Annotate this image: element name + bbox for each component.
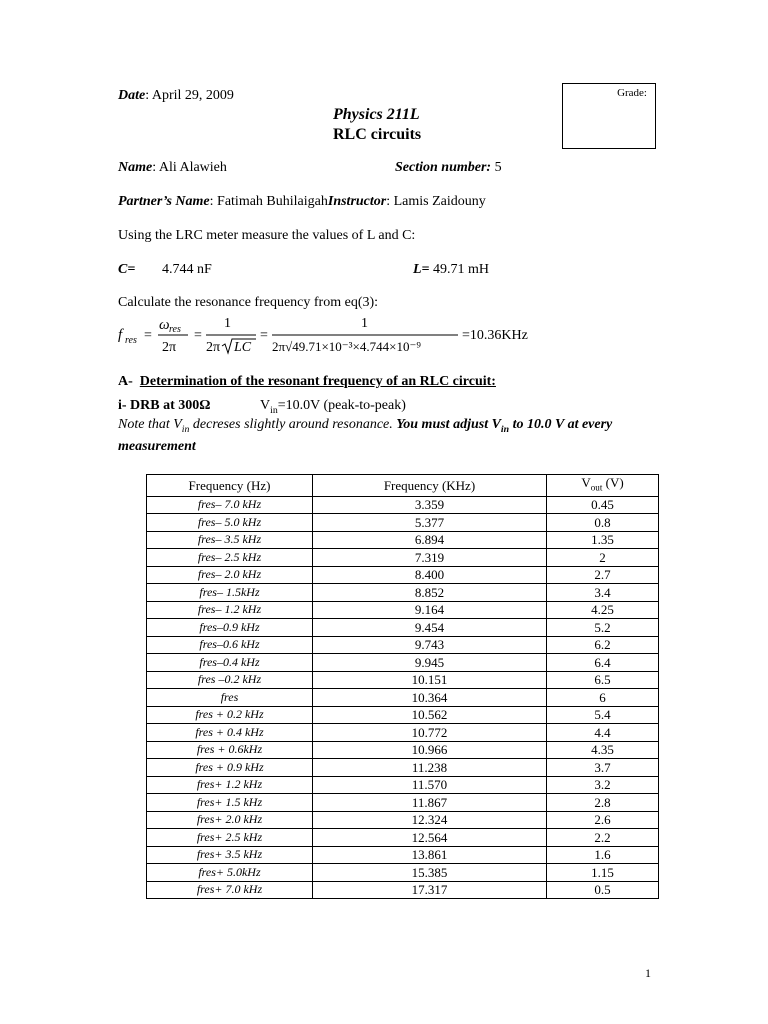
cell-vout: 3.2 <box>547 776 659 794</box>
table-row <box>147 514 659 532</box>
header-vout-v: V <box>581 475 591 490</box>
calc-instruction: Calculate the resonance frequency from eq(3): <box>118 295 379 310</box>
table-row <box>147 794 659 812</box>
cell-vout: 1.35 <box>547 531 659 549</box>
cell-frequency-khz: 9.454 <box>313 619 547 637</box>
cell-vout: 4.35 <box>547 741 659 759</box>
formula-denominator: 2π√49.71×10⁻³×4.744×10⁻⁹ <box>272 339 421 354</box>
cell-vout: 0.5 <box>547 881 659 899</box>
table-row <box>147 636 659 654</box>
cell-vout: 3.4 <box>547 584 659 602</box>
cell-frequency-khz: 11.238 <box>313 759 547 777</box>
table-row <box>147 549 659 567</box>
cell-frequency-khz: 10.966 <box>313 741 547 759</box>
cell-vout: 6 <box>547 689 659 707</box>
header-frequency-khz: Frequency (KHz) <box>313 475 547 497</box>
formula-numerator-1: 1 <box>224 316 231 331</box>
cell-frequency-khz: 10.772 <box>313 724 547 742</box>
cell-frequency-khz: 10.562 <box>313 706 547 724</box>
course-title: Physics 211L <box>333 106 420 123</box>
cell-frequency-offset: fres + 0.4 kHz <box>147 724 313 742</box>
cell-frequency-offset: fres+ 5.0kHz <box>147 864 313 882</box>
l-value: 49.71 mH <box>433 262 490 277</box>
table-row <box>147 584 659 602</box>
table-row <box>147 811 659 829</box>
cell-frequency-khz: 9.743 <box>313 636 547 654</box>
table-row <box>147 601 659 619</box>
table-row <box>147 759 659 777</box>
cell-vout: 5.2 <box>547 619 659 637</box>
cell-frequency-offset: fres + 0.2 kHz <box>147 706 313 724</box>
name-line: Name: Ali Alawieh <box>118 160 227 175</box>
formula-graphic <box>118 312 598 358</box>
note-sub: in <box>181 423 190 435</box>
table-row <box>147 706 659 724</box>
table-row <box>147 531 659 549</box>
formula-res-sub: res <box>125 335 137 346</box>
vin-v: V <box>260 398 271 413</box>
c-label: C= <box>118 262 136 277</box>
cell-frequency-khz: 7.319 <box>313 549 547 567</box>
frequency-table <box>146 474 659 899</box>
vin-line <box>260 398 406 416</box>
cell-vout: 6.4 <box>547 654 659 672</box>
header-frequency-hz: Frequency (Hz) <box>147 475 313 497</box>
resonance-formula <box>118 312 598 358</box>
l-label: L= <box>413 262 430 277</box>
cell-vout: 2.6 <box>547 811 659 829</box>
formula-numerator-2: 1 <box>361 316 368 331</box>
cell-vout: 0.8 <box>547 514 659 532</box>
table-row <box>147 829 659 847</box>
page-number: 1 <box>645 966 651 980</box>
svg-text:=: = <box>144 328 152 343</box>
cell-vout: 4.25 <box>547 601 659 619</box>
section-a-heading <box>118 374 496 390</box>
cell-frequency-khz: 3.359 <box>313 496 547 514</box>
cell-frequency-offset: fres– 7.0 kHz <box>147 496 313 514</box>
cell-frequency-offset: fres– 3.5 kHz <box>147 531 313 549</box>
section-line <box>395 160 502 176</box>
cell-vout: 3.7 <box>547 759 659 777</box>
date-label: Date <box>118 88 146 103</box>
svg-text:=: = <box>260 328 268 343</box>
table-row <box>147 741 659 759</box>
table-header-row <box>147 475 659 497</box>
cell-frequency-khz: 12.324 <box>313 811 547 829</box>
table-body <box>147 496 659 899</box>
table-row <box>147 566 659 584</box>
cell-frequency-offset: fres– 5.0 kHz <box>147 514 313 532</box>
note-bold-sub: in <box>500 423 510 435</box>
lrc-instruction: Using the LRC meter measure the values of L and C: <box>118 228 416 243</box>
cell-frequency-offset: fres+ 2.5 kHz <box>147 829 313 847</box>
name-label: Name <box>118 160 153 175</box>
table-row <box>147 654 659 672</box>
cell-vout: 2.7 <box>547 566 659 584</box>
cell-frequency-offset: fres+ 2.0 kHz <box>147 811 313 829</box>
note-part-a: Note that V <box>118 417 182 432</box>
header-vout-sub: out <box>590 482 603 493</box>
cell-vout: 2.2 <box>547 829 659 847</box>
c-value: 4.744 nF <box>162 262 212 277</box>
table-row <box>147 846 659 864</box>
vin-sub: in <box>270 404 278 416</box>
cell-frequency-offset: fres– 1.5kHz <box>147 584 313 602</box>
cell-frequency-offset: fres– 2.5 kHz <box>147 549 313 567</box>
cell-frequency-offset: fres– 1.2 kHz <box>147 601 313 619</box>
table-row <box>147 881 659 899</box>
cell-frequency-khz: 13.861 <box>313 846 547 864</box>
cell-frequency-khz: 11.570 <box>313 776 547 794</box>
drb-heading: i- DRB at 300Ω <box>118 398 211 413</box>
table-row <box>147 671 659 689</box>
svg-text:=: = <box>194 328 202 343</box>
table-row <box>147 776 659 794</box>
instructor-value: Lamis Zaidouny <box>393 194 486 209</box>
cell-frequency-khz: 8.852 <box>313 584 547 602</box>
note-part-b: decreses slightly around resonance. <box>192 417 393 432</box>
header-vout <box>547 475 659 497</box>
header-vout-unit: (V) <box>602 475 624 490</box>
cell-frequency-khz: 15.385 <box>313 864 547 882</box>
cell-frequency-khz: 10.364 <box>313 689 547 707</box>
note-bold-b: to 10.0 V at every measurement <box>118 417 613 454</box>
cell-vout: 1.15 <box>547 864 659 882</box>
partner-value: Fatimah Buhilaigah <box>217 194 328 209</box>
table-row <box>147 724 659 742</box>
partner-line: Partner’s Name: Fatimah BuhilaigahInstructor: Lamis Zaidouny <box>118 194 486 209</box>
cell-vout: 2 <box>547 549 659 567</box>
cell-frequency-khz: 6.894 <box>313 531 547 549</box>
vin-rest: =10.0V (peak-to-peak) <box>277 398 406 413</box>
cell-frequency-offset: fres <box>147 689 313 707</box>
cell-vout: 6.5 <box>547 671 659 689</box>
table-row <box>147 864 659 882</box>
date-line: Date: April 29, 2009 <box>118 88 234 103</box>
cell-frequency-khz: 17.317 <box>313 881 547 899</box>
l-line <box>413 262 489 278</box>
section-a-title: Determination of the resonant frequency of an RLC circuit: <box>139 374 496 389</box>
note-bold-a: You must adjust V <box>396 417 501 432</box>
cell-frequency-offset: fres + 0.9 kHz <box>147 759 313 777</box>
grade-box <box>562 83 656 149</box>
cell-frequency-khz: 8.400 <box>313 566 547 584</box>
partner-label: Partner’s Name <box>118 194 210 209</box>
formula-two-pi-2: 2π <box>206 340 221 355</box>
lab-title: RLC circuits <box>333 126 422 143</box>
name-value: Ali Alawieh <box>158 160 227 175</box>
cell-frequency-offset: fres+ 3.5 kHz <box>147 846 313 864</box>
cell-frequency-khz: 5.377 <box>313 514 547 532</box>
cell-frequency-offset: fres+ 1.2 kHz <box>147 776 313 794</box>
cell-frequency-offset: fres+ 7.0 kHz <box>147 881 313 899</box>
cell-frequency-khz: 10.151 <box>313 671 547 689</box>
cell-vout: 6.2 <box>547 636 659 654</box>
formula-result: =10.36KHz <box>462 328 528 343</box>
section-value: 5 <box>494 160 502 175</box>
cell-frequency-offset: fres + 0.6kHz <box>147 741 313 759</box>
cell-frequency-offset: fres+ 1.5 kHz <box>147 794 313 812</box>
table-row <box>147 496 659 514</box>
cell-frequency-offset: fres–0.9 kHz <box>147 619 313 637</box>
cell-vout: 1.6 <box>547 846 659 864</box>
cell-vout: 5.4 <box>547 706 659 724</box>
formula-two-pi: 2π <box>162 340 177 355</box>
cell-vout: 0.45 <box>547 496 659 514</box>
formula-omega-sub: res <box>169 324 181 335</box>
cell-frequency-offset: fres–0.6 kHz <box>147 636 313 654</box>
cell-vout: 4.4 <box>547 724 659 742</box>
formula-omega: ω <box>159 317 170 333</box>
cell-frequency-khz: 12.564 <box>313 829 547 847</box>
cell-frequency-khz: 9.945 <box>313 654 547 672</box>
table-row <box>147 619 659 637</box>
formula-lc: LC <box>234 340 252 355</box>
instructor-label: Instructor <box>327 194 387 209</box>
date-value: April 29, 2009 <box>151 88 234 103</box>
cell-vout: 2.8 <box>547 794 659 812</box>
grade-label: Grade: <box>617 87 647 99</box>
table-row <box>147 689 659 707</box>
measurement-note <box>118 416 653 455</box>
cell-frequency-khz: 11.867 <box>313 794 547 812</box>
cell-frequency-offset: fres– 2.0 kHz <box>147 566 313 584</box>
section-a-prefix: A- <box>118 374 133 389</box>
formula-f: f <box>118 327 123 343</box>
cell-frequency-offset: fres –0.2 kHz <box>147 671 313 689</box>
cell-frequency-khz: 9.164 <box>313 601 547 619</box>
cell-frequency-offset: fres–0.4 kHz <box>147 654 313 672</box>
section-label: Section number: <box>395 160 492 175</box>
